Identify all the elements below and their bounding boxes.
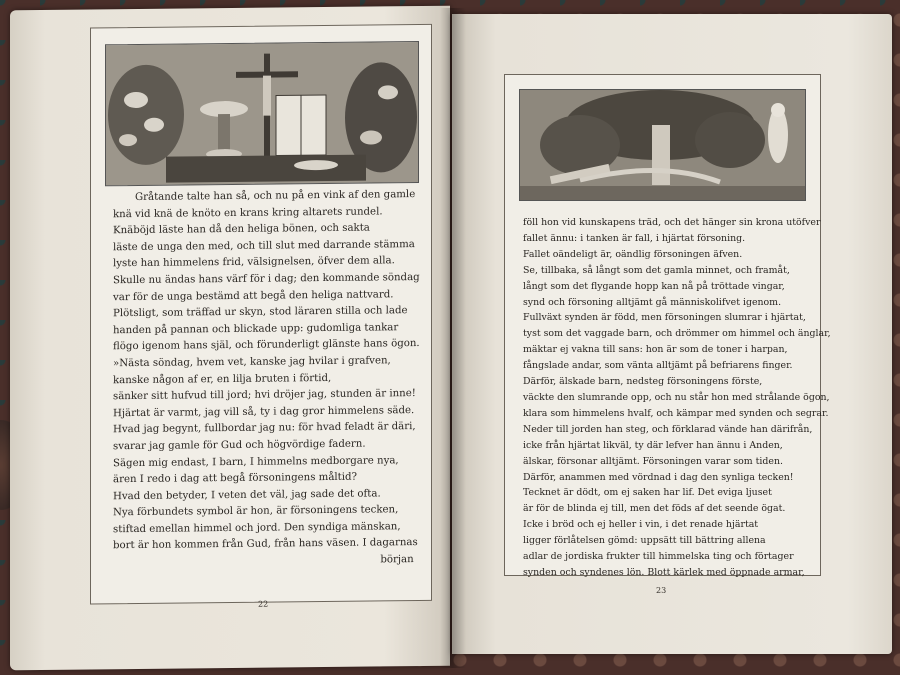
text-line: väckte den slumrande opp, och nu står hon med strålande ögon, (523, 391, 830, 403)
text-line: stiftad emellan himmel och jord. Den syndiga mänskan, (113, 521, 401, 536)
catchword: början (380, 554, 414, 566)
text-line: flögo igenom hans själ, och förunderligt glänste hans ögon. (113, 338, 420, 353)
text-line: fallet ännu: i tanken är fall, i hjärtat försoning. (523, 232, 746, 244)
page-number: 22 (258, 599, 269, 609)
right-page (452, 14, 892, 654)
text-line: Skulle nu ändas hans värf för i dag; den kommande söndag (113, 271, 420, 287)
text-line: älskar, försonar alltjämt. Försoningen varar som tiden. (523, 455, 783, 467)
tree-illustration (519, 89, 806, 201)
text-line: synd och försoning alltjämt gå människolifvet igenom. (523, 296, 782, 308)
text-line: handen på pannan och blickade upp: gudomliga tankar (113, 321, 399, 336)
text-line: ären I redo i dag att begå försoningens måltid? (113, 471, 357, 486)
text-line: icke från hjärtat likväl, ty där lefver han ännu i Anden, (523, 439, 783, 451)
text-line: Hvad den betyder, I veten det väl, jag sade det ofta. (113, 488, 381, 502)
text-line: Hjärtat är varmt, jag vill så, ty i dag gror himmelens säde. (113, 404, 415, 419)
text-line: Neder till jorden han steg, och förklarad vände han därifrån, (523, 423, 813, 435)
page-number: 23 (656, 586, 667, 595)
text-line: adlar de jordiska frukter till himmelska ting och förtager (523, 551, 794, 563)
left-page-frame (90, 24, 432, 605)
text-line: sänker sitt hufvud till jord; hvi dröjer jag, stunden är inne! (113, 388, 416, 403)
text-line: Fullväxt synden är född, men försoningen slumrar i hjärtat, (523, 312, 806, 324)
text-line: Se, tillbaka, så långt som det gamla minnet, och framåt, (523, 264, 790, 276)
text-line: knä vid knä de knöto en krans kring altarets rundel. (113, 205, 383, 220)
text-line: bort är hon kommen från Gud, från hans väsen. I dagarnas (113, 537, 418, 552)
text-line: Icke i bröd och ej heller i vin, i det renade hjärtat (523, 519, 759, 531)
text-line: Hvad jag begynt, fullbordar jag nu: för hvad feladt är däri, (113, 421, 416, 436)
text-line: föll hon vid kunskapens träd, och det hänger sin krona utöfver (523, 217, 821, 228)
text-line: långt som det flygande hopp kan nå på tröttade vingar, (523, 280, 785, 292)
tree-engraving-icon (520, 90, 805, 200)
text-line: Nya förbundets symbol är hon, är försoningens tecken, (113, 504, 399, 519)
text-line: Knäböjd läste han då den heliga bönen, och sakta (113, 222, 370, 237)
text-line: fångslade andar, som vänta alltjämt på befriarens finger. (523, 360, 793, 372)
text-line: Fallet oändeligt är, oändlig försoningen äfven. (523, 248, 743, 260)
text-line: Plötsligt, som träffad ur skyn, stod läraren stilla och lade (113, 305, 408, 320)
altar-engraving-icon (106, 42, 418, 185)
text-line: synden och syndenes lön. Blott kärlek med öppnade armar, (523, 566, 805, 578)
text-line: mäktar ej vakna till sans: hon är som de toner i harpan, (523, 344, 788, 356)
text-line: läste de unga den med, och till slut med darrande stämma (113, 238, 415, 254)
text-line: ligger förlåtelsen gömd: uppsätt till bättring allena (523, 535, 766, 547)
altar-illustration (105, 41, 419, 186)
text-line: Därför, älskade barn, nedsteg försoningens förste, (523, 376, 763, 388)
text-line: Tecknet är dödt, om ej saken har lif. Det eviga ljuset (523, 487, 772, 499)
text-line: är för de blinda ej till, men det föds af det seende ögat. (523, 503, 786, 515)
text-line: svarar jag gamle för Gud och högvördige fadern. (113, 438, 366, 453)
left-page-text (113, 187, 420, 572)
right-page-frame (504, 74, 831, 578)
right-page-text (523, 215, 831, 581)
text-line: kanske någon af er, en lilja bruten i förtid, (113, 372, 332, 386)
left-page (10, 6, 450, 671)
text-line: Sägen mig endast, I barn, I himmelns medborgare nya, (113, 454, 399, 469)
book-spine-shadow (440, 8, 466, 668)
text-line: tyst som det vaggade barn, och drömmer om himmel och änglar, (523, 328, 831, 340)
text-line: var för de unga bestämd att begå den heliga nattvard. (113, 288, 394, 303)
text-line: Gråtande talte han så, och nu på en vink af den gamle (135, 189, 416, 203)
open-book (10, 8, 900, 675)
text-line: Därför, anammen med vördnad i dag den synliga tecken! (523, 471, 794, 483)
text-line: lyste han himmelens frid, välsignelsen, öfver dem alla. (113, 255, 395, 270)
text-line: klara som himmelens hvalf, och kämpar med synden och segrar. (523, 407, 829, 419)
text-line: »Nästa söndag, hvem vet, kanske jag hvilar i grafven, (113, 355, 391, 370)
